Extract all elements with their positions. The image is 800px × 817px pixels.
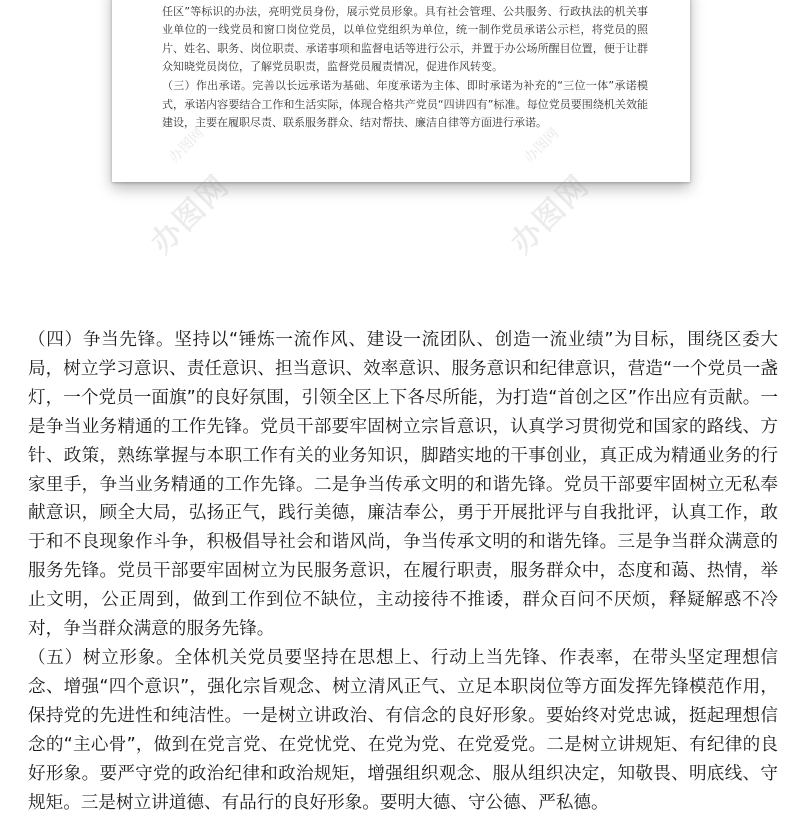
- document-preview-area: [0, 0, 800, 290]
- main-paragraph: （四）争当先锋。坚持以“锤炼一流作风、建设一流团队、创造一流业绩”为目标，围绕区委大局，树立学习意识、责任意识、担当意识、效率意识、服务意识和纪律意识，营造“一个党员一盏灯，一个党员一面旗”的良好氛围，引领全区上下各尽所能，为打造“首创之区”作出应有贡献。一是争当业务精通的工作先锋。党员干部要牢固树立宗旨意识，认真学习贯彻党和国家的路线、方针、政策，熟练掌握与本职工作有关的业务知识，脚踏实地的干事创业，真正成为精通业务的行家里手，争当业务精通的工作先锋。二是争当传承文明的和谐先锋。党员干部要牢固树立无私奉献意识，顾全大局，弘扬正气，践行美德，廉洁奉公，勇于开展批评与自我批评，认真工作，敢于和不良现象作斗争，积极倡导社会和谐风尚，争当传承文明的和谐先锋。三是争当群众满意的服务先锋。党员干部要牢固树立为民服务意识，在履行职责，服务群众中，态度和蔼、热情，举止文明，公正周到，做到工作到位不缺位，主动接待不推诿，群众百问不厌烦，释疑解惑不冷对，争当群众满意的服务先锋。: [28, 330, 778, 640]
- document-image-text: [162, 0, 648, 133]
- watermark: 办图网: [144, 168, 237, 261]
- main-text: [28, 326, 778, 817]
- watermark: 办图网: [166, 125, 208, 167]
- document-image: [112, 0, 690, 182]
- document-image-paragraph: 任区”等标识的办法，亮明党员身份，展示党员形象。具有社会管理、公共服务、行政执法的机关事业单位的一线党员和窗口岗位党员，以单位党组织为单位，统一制作党员承诺公示栏，将党员的照片、姓名、职务、岗位职责、承诺事项和监督电话等进行公示，并置于办公场所醒目位置，便于让群众知晓党员岗位，了解党员职责，监督党员履责情况，促进作风转变。: [162, 4, 648, 74]
- watermark: 办图网: [504, 168, 597, 261]
- document-image-paragraph: （三）作出承诺。完善以长远承诺为基础、年度承诺为主体、即时承诺为补充的“三位一体”承诺模式，承诺内容要结合工作和生活实际，体现合格共产党员“四讲四有”标准。每位党员要围绕机关效能建设，主要在履职尽责、联系服务群众、结对帮扶、廉洁自律等方面进行承诺。: [162, 78, 648, 130]
- watermark: 办图网: [521, 125, 563, 167]
- main-paragraph: （五）树立形象。全体机关党员要坚持在思想上、行动上当先锋、作表率，在带头坚定理想信念、增强“四个意识”，强化宗旨观念、树立清风正气、立足本职岗位等方面发挥先锋模范作用，保持党的先进性和纯洁性。一是树立讲政治、有信念的良好形象。要始终对党忠诚，挺起理想信念的“主心骨”，做到在党言党、在党忧党、在党为党、在党爱党。二是树立讲规矩、有纪律的良好形象。要严守党的政治纪律和政治规矩，增强组织观念、服从组织决定，知敬畏、明底线、守规矩。三是树立讲道德、有品行的良好形象。要明大德、守公德、严私德。: [28, 647, 778, 813]
